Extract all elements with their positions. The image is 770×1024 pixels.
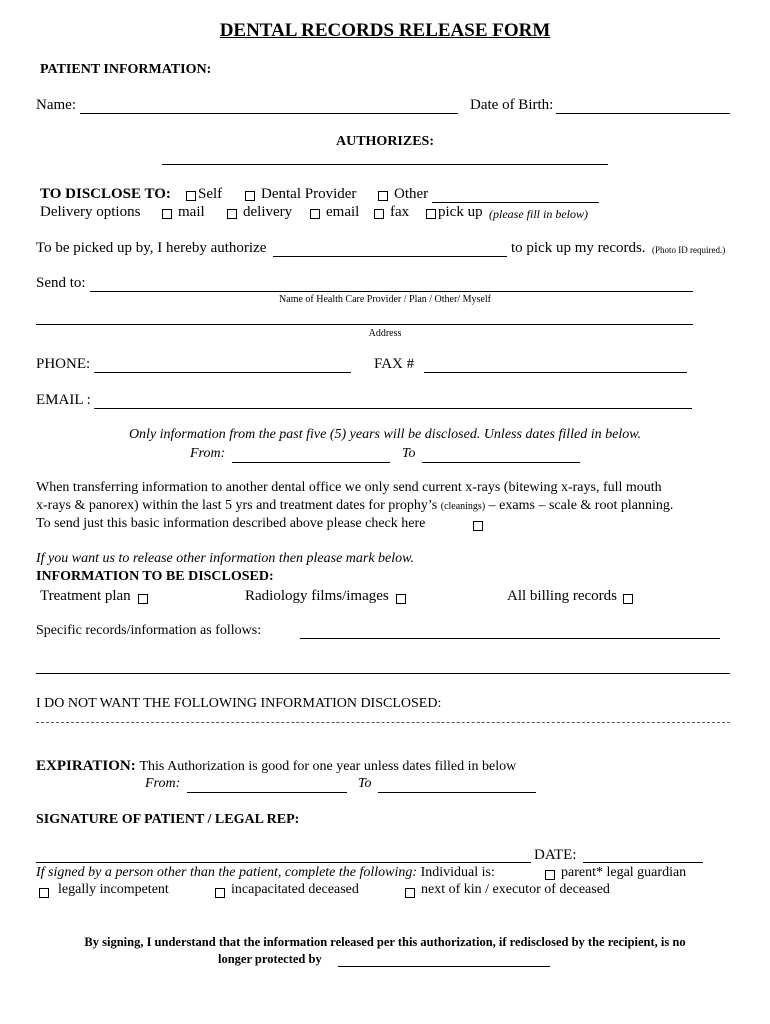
send-to-field[interactable]: [90, 291, 693, 292]
mail-label: mail: [178, 204, 205, 220]
email-option-label: email: [326, 204, 360, 220]
address-caption: Address: [368, 328, 402, 339]
transfer-text-line3: To send just this basic information described above please check here: [36, 516, 426, 531]
fax-option-label: fax: [390, 204, 410, 220]
footer-line1: By signing, I understand that the information released per this authorization, if redisclosed by the recipient, is no: [84, 935, 686, 949]
expiration-from-label: From:: [145, 776, 181, 791]
treatment-plan-label: Treatment plan: [40, 588, 131, 604]
basic-info-checkbox[interactable]: [473, 521, 483, 531]
signed-by-other-line: [36, 865, 495, 881]
billing-label: All billing records: [507, 588, 617, 604]
cleanings-note: (cleanings): [440, 501, 486, 512]
transfer-text-line2: [36, 498, 673, 514]
signature-heading: SIGNATURE OF PATIENT / LEGAL REP:: [36, 812, 300, 827]
specific-records-label: Specific records/information as follows:: [36, 623, 262, 638]
transfer-text-line1: When transferring information to another dental office we only send current x-rays (bitewing x-rays, full mouth: [36, 480, 662, 495]
delivery-option-label: delivery: [243, 204, 293, 220]
disclose-label: TO DISCLOSE TO:: [40, 186, 171, 202]
incapacitated-label: incapacitated deceased: [231, 882, 359, 897]
fax-label: FAX #: [374, 356, 415, 372]
phone-label: PHONE:: [36, 356, 91, 372]
signature-date-label: DATE:: [534, 847, 577, 863]
signed-by-other-note: If signed by a person other than the patient, complete the following:: [36, 865, 418, 880]
delivery-label: Delivery options: [40, 204, 141, 220]
parent-label: parent* legal guardian: [561, 865, 687, 880]
radiology-label: Radiology films/images: [245, 588, 389, 604]
pickup-authorize-text: To be picked up by, I hereby authorize: [36, 240, 267, 256]
other-checkbox[interactable]: [378, 191, 388, 201]
signature-field[interactable]: [36, 862, 531, 863]
expiration-to-label: To: [358, 776, 372, 791]
name-label: Name:: [36, 97, 76, 113]
other-field[interactable]: [432, 202, 599, 203]
pickup-person-field[interactable]: [273, 256, 507, 257]
not-disclosed-heading: I DO NOT WANT THE FOLLOWING INFORMATION DISCLOSED:: [36, 696, 442, 711]
expiration-text: This Authorization is good for one year unless dates filled in below: [139, 759, 517, 774]
specific-records-field[interactable]: [300, 638, 720, 639]
info-disclosed-heading: INFORMATION TO BE DISCLOSED:: [36, 569, 274, 584]
five-years-to-label: To: [402, 446, 416, 461]
email-field[interactable]: [94, 408, 692, 409]
transfer-text-line2a: x-rays & panorex) within the last 5 yrs and treatment dates for prophy’s: [36, 498, 438, 513]
not-disclosed-field[interactable]: [36, 722, 730, 723]
delivery-checkbox[interactable]: [227, 209, 237, 219]
dental-provider-checkbox[interactable]: [245, 191, 255, 201]
parent-checkbox[interactable]: [545, 870, 555, 880]
address-field[interactable]: [36, 324, 693, 325]
dob-label: Date of Birth:: [470, 97, 554, 113]
photo-id-note: (Photo ID required.): [652, 245, 726, 255]
pickup-checkbox[interactable]: [426, 209, 436, 219]
pickup-suffix-text: to pick up my records.: [511, 240, 646, 256]
form-title: DENTAL RECORDS RELEASE FORM: [219, 20, 551, 41]
mail-checkbox[interactable]: [162, 209, 172, 219]
five-years-note: Only information from the past five (5) years will be disclosed. Unless dates filled in below.: [128, 427, 642, 442]
send-to-label: Send to:: [36, 275, 86, 291]
five-years-from-label: From:: [190, 446, 226, 461]
five-years-to-field[interactable]: [422, 462, 580, 463]
transfer-text-line2b: – exams – scale & root planning.: [488, 498, 674, 513]
protected-by-field[interactable]: [338, 966, 550, 967]
name-field[interactable]: [80, 113, 458, 114]
five-years-from-field[interactable]: [232, 462, 390, 463]
dental-provider-label: Dental Provider: [261, 186, 357, 202]
authorizes-label: AUTHORIZES:: [335, 134, 435, 149]
signature-date-field[interactable]: [583, 862, 703, 863]
expiration-label: EXPIRATION:: [36, 758, 136, 774]
email-label: EMAIL :: [36, 392, 91, 408]
footer-line2: longer protected by: [218, 952, 322, 966]
self-label: Self: [198, 186, 223, 202]
self-checkbox[interactable]: [186, 191, 196, 201]
incapacitated-checkbox[interactable]: [215, 888, 225, 898]
authorizes-field[interactable]: [162, 164, 608, 165]
email-checkbox[interactable]: [310, 209, 320, 219]
next-of-kin-label: next of kin / executor of deceased: [421, 882, 610, 897]
expiration-to-field[interactable]: [378, 792, 536, 793]
patient-info-heading: PATIENT INFORMATION:: [40, 62, 212, 77]
billing-checkbox[interactable]: [623, 594, 633, 604]
dob-field[interactable]: [556, 113, 730, 114]
fax-checkbox[interactable]: [374, 209, 384, 219]
pickup-note: (please fill in below): [489, 207, 588, 221]
other-label: Other: [394, 186, 429, 202]
individual-label: Individual is:: [420, 865, 495, 880]
radiology-checkbox[interactable]: [396, 594, 406, 604]
other-release-note: If you want us to release other information then please mark below.: [36, 551, 414, 566]
phone-field[interactable]: [94, 372, 351, 373]
expiration-line: [36, 758, 516, 775]
incompetent-checkbox[interactable]: [39, 888, 49, 898]
incompetent-label: legally incompetent: [58, 882, 169, 897]
expiration-from-field[interactable]: [187, 792, 347, 793]
fax-field[interactable]: [424, 372, 687, 373]
next-of-kin-checkbox[interactable]: [405, 888, 415, 898]
treatment-plan-checkbox[interactable]: [138, 594, 148, 604]
send-to-caption: Name of Health Care Provider / Plan / Other/ Myself: [279, 294, 491, 305]
pickup-label: pick up: [438, 204, 483, 220]
specific-records-field-2[interactable]: [36, 673, 730, 674]
